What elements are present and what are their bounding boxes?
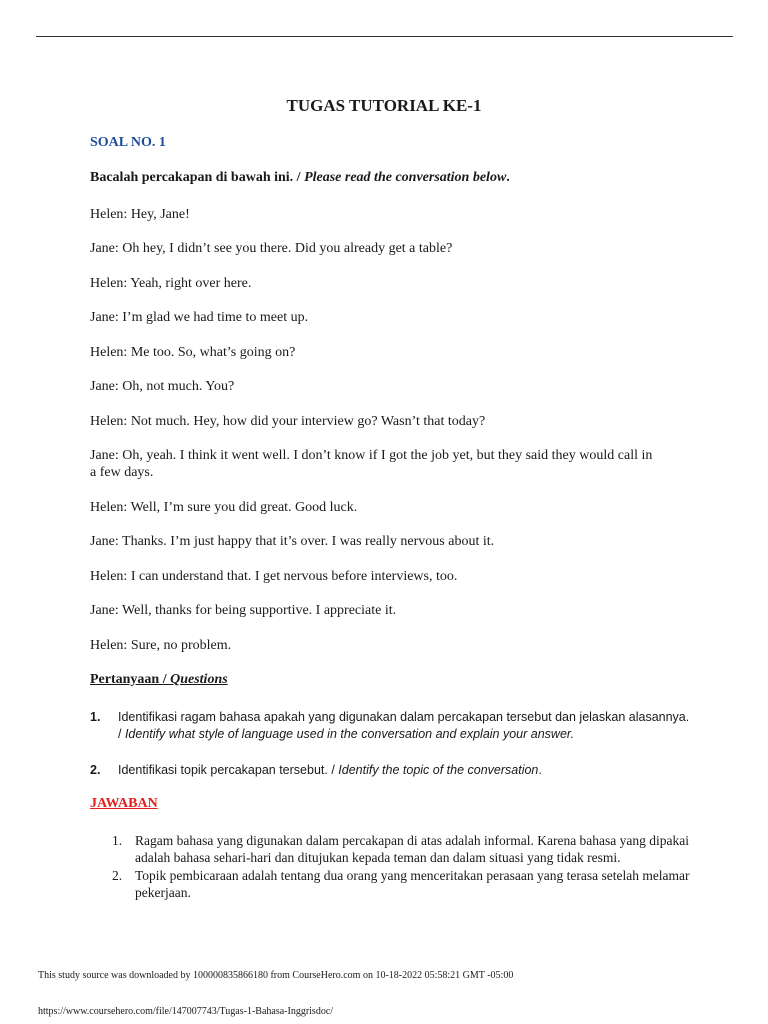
question-body [118, 762, 690, 779]
instruction-end: . [506, 170, 510, 185]
page-title: TUGAS TUTORIAL KE-1 [286, 96, 482, 115]
answer-text: Ragam bahasa yang digunakan dalam percakapan di atas adalah informal. Karena bahasa yang dipakai adalah bahasa sehari-hari dan ditujukan kepada teman dan dalam situasi yang tidak resmi. [135, 833, 690, 865]
answer-number: 2. [112, 868, 123, 883]
conversation-line: Jane: Oh, not much. You? [90, 379, 235, 394]
question-body [118, 709, 690, 743]
conversation-line: Jane: Oh hey, I didn’t see you there. Did you already get a table? [90, 241, 453, 256]
questions-heading-text: Pertanyaan / [90, 672, 171, 687]
section-label: SOAL NO. 1 [90, 135, 166, 150]
question-text: Identifikasi topik percakapan tersebut. / [118, 763, 339, 777]
conversation-line: Helen: Well, I’m sure you did great. Good luck. [90, 500, 358, 515]
answer-text: Topik pembicaraan adalah tentang dua orang yang menceritakan perasaan yang terasa setelah melamar pekerjaan. [135, 868, 690, 900]
conversation-line: Helen: Sure, no problem. [90, 638, 232, 653]
conversation-line: Jane: I’m glad we had time to meet up. [90, 310, 309, 325]
instruction-text: Bacalah percakapan di bawah ini. / [90, 170, 305, 185]
conversation-line: Helen: Hey, Jane! [90, 207, 190, 222]
question-number: 2. [90, 763, 101, 777]
top-divider [36, 36, 733, 37]
conversation-line: Helen: Me too. So, what’s going on? [90, 345, 296, 360]
conversation-line: Helen: I can understand that. I get nervous before interviews, too. [90, 569, 458, 584]
question-text: Identifikasi ragam bahasa apakah yang digunakan dalam percakapan tersebut dan jelaskan alasannya. / [118, 710, 690, 741]
question-item [90, 762, 690, 780]
conversation-line: Jane: Thanks. I’m just happy that it’s over. I was really nervous about it. [90, 534, 495, 549]
question-english: Identify the topic of the conversation [338, 763, 539, 777]
footer-url[interactable]: https://www.coursehero.com/file/147007743/Tugas-1-Bahasa-Inggrisdoc/ [38, 1006, 334, 1017]
conversation-line: Jane: Oh, yeah. I think it went well. I don’t know if I got the job yet, but they said they would call in a few days. [90, 448, 653, 480]
question-english: Identify what style of language used in the conversation and explain your answer. [124, 727, 575, 741]
question-number: 1. [90, 710, 101, 724]
question-end: . [538, 763, 542, 777]
answers-heading: JAWABAN [90, 796, 158, 811]
question-item [90, 709, 690, 745]
footer-source-note: This study source was downloaded by 100000835866180 from CourseHero.com on 10-18-2022 05:58:21 GMT -05:00 [38, 970, 514, 981]
questions-heading [90, 672, 228, 688]
conversation-line: Jane: Well, thanks for being supportive. I appreciate it. [90, 603, 397, 618]
conversation-line: Helen: Yeah, right over here. [90, 276, 252, 291]
instruction-english: Please read the conversation below [304, 170, 507, 185]
questions-heading-english: Questions [170, 672, 228, 687]
answer-number: 1. [112, 833, 123, 848]
conversation-line: Helen: Not much. Hey, how did your interview go? Wasn’t that today? [90, 414, 486, 429]
instruction [90, 170, 510, 186]
